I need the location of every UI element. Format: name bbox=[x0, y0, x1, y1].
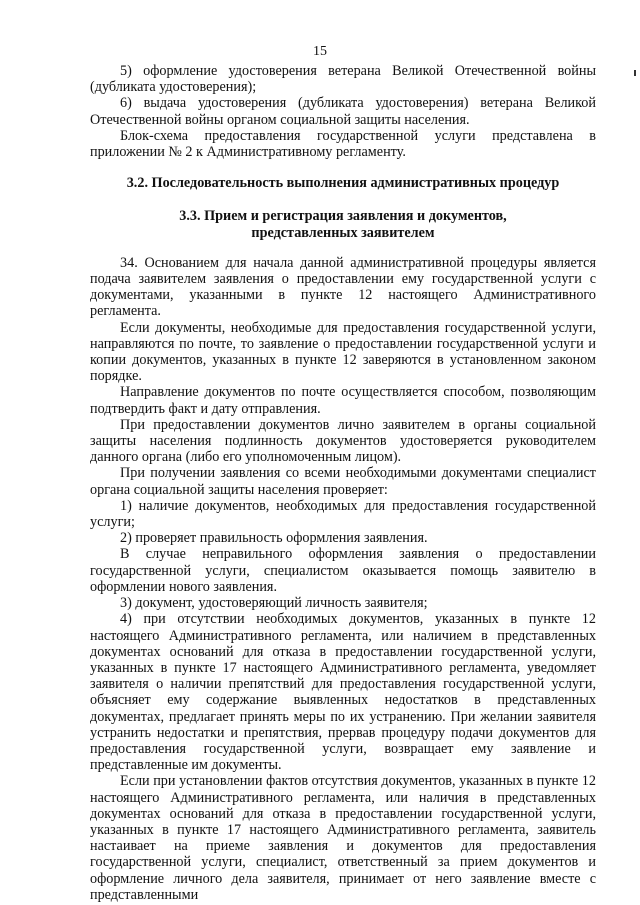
section-heading-3-2: 3.2. Последовательность выполнения административных процедур bbox=[126, 175, 560, 192]
paragraph-check-1: 1) наличие документов, необходимых для предоставления государственной услуги; bbox=[90, 497, 596, 531]
scan-edge-mark bbox=[634, 70, 636, 76]
paragraph-personal-submission: При предоставлении документов лично заявителем в органы социальной защиты населения подлинность документов удостоверяется руководителем данного органа (либо его уполномоченным лицом). bbox=[90, 416, 596, 466]
paragraph-checks: При получении заявления со всеми необходимыми документами специалист органа социальной защиты населения проверяет: bbox=[90, 465, 596, 498]
paragraph-34: 34. Основанием для начала данной административной процедуры является подача заявителем заявления о предоставлении ему государственной услуги с документами, указанными в пункте 12 настоящего Административного регламента. bbox=[90, 254, 596, 320]
section-heading-3-3 bbox=[90, 208, 596, 240]
paragraph-item-6: 6) выдача удостоверения (дубликата удостоверения) ветерана Великой Отечественной войны органом социальной защиты населения. bbox=[90, 95, 596, 128]
paragraph-insists: Если при установлении фактов отсутствия документов, указанных в пункте 12 настоящего Административного регламента, или наличия в представленных документах оснований для отказа в предоставлении государственной услуги, указанных в пункте 17 настоящего Административного регламента, заявитель настаивает на приеме заявления и документов для предоставления государственной услуги, специалист, ответственный за прием документов и оформление личного дела заявителя, принимает от него заявление вместе с представленными bbox=[90, 773, 596, 903]
paragraph-item-5: 5) оформление удостоверения ветерана Великой Отечественной войны (дубликата удостоверения); bbox=[90, 63, 596, 96]
paragraph-check-4: 4) при отсутствии необходимых документов, указанных в пункте 12 настоящего Административного регламента, или наличием в представленных документах оснований для отказа в предоставлении государственной услуги, указанных в пункте 17 настоящего Административного регламента, уведомляет заявителя о наличии препятствий для предоставления государственной услуги, объясняет ему содержание выявленных недостатков в представленных документах, предлагает принять меры по их устранению. При желании заявителя устранить недостатки и препятствия, прервав процедуру подачи документов для предоставления государственной услуги, возвращает ему заявление и представленные им документы. bbox=[90, 611, 596, 774]
paragraph-mail-documents: Если документы, необходимые для предоставления государственной услуги, направляются по почте, то заявление о предоставлении государственной услуги и копии документов, указанных в пункте 12 заверяются в установленном законом порядке. bbox=[90, 319, 596, 385]
paragraph-wrong-form: В случае неправильного оформления заявления о предоставлении государственной услуги, специалистом оказывается помощь заявителю в оформлении нового заявления. bbox=[90, 546, 596, 595]
page-number: 15 bbox=[313, 44, 327, 59]
section-heading-3-3-line2: представленных заявителем bbox=[251, 224, 435, 241]
paragraph-block-scheme: Блок-схема предоставления государственной услуги представлена в приложении № 2 к Административному регламенту. bbox=[90, 127, 596, 161]
paragraph-mail-method: Направление документов по почте осуществляется способом, позволяющим подтвердить факт и дату отправления. bbox=[90, 384, 596, 417]
section-heading-3-3-line1: 3.3. Прием и регистрация заявления и документов, bbox=[179, 208, 507, 225]
paragraph-check-3: 3) документ, удостоверяющий личность заявителя; bbox=[120, 595, 428, 612]
paragraph-check-2: 2) проверяет правильность оформления заявления. bbox=[120, 530, 428, 547]
document-body bbox=[90, 63, 596, 903]
